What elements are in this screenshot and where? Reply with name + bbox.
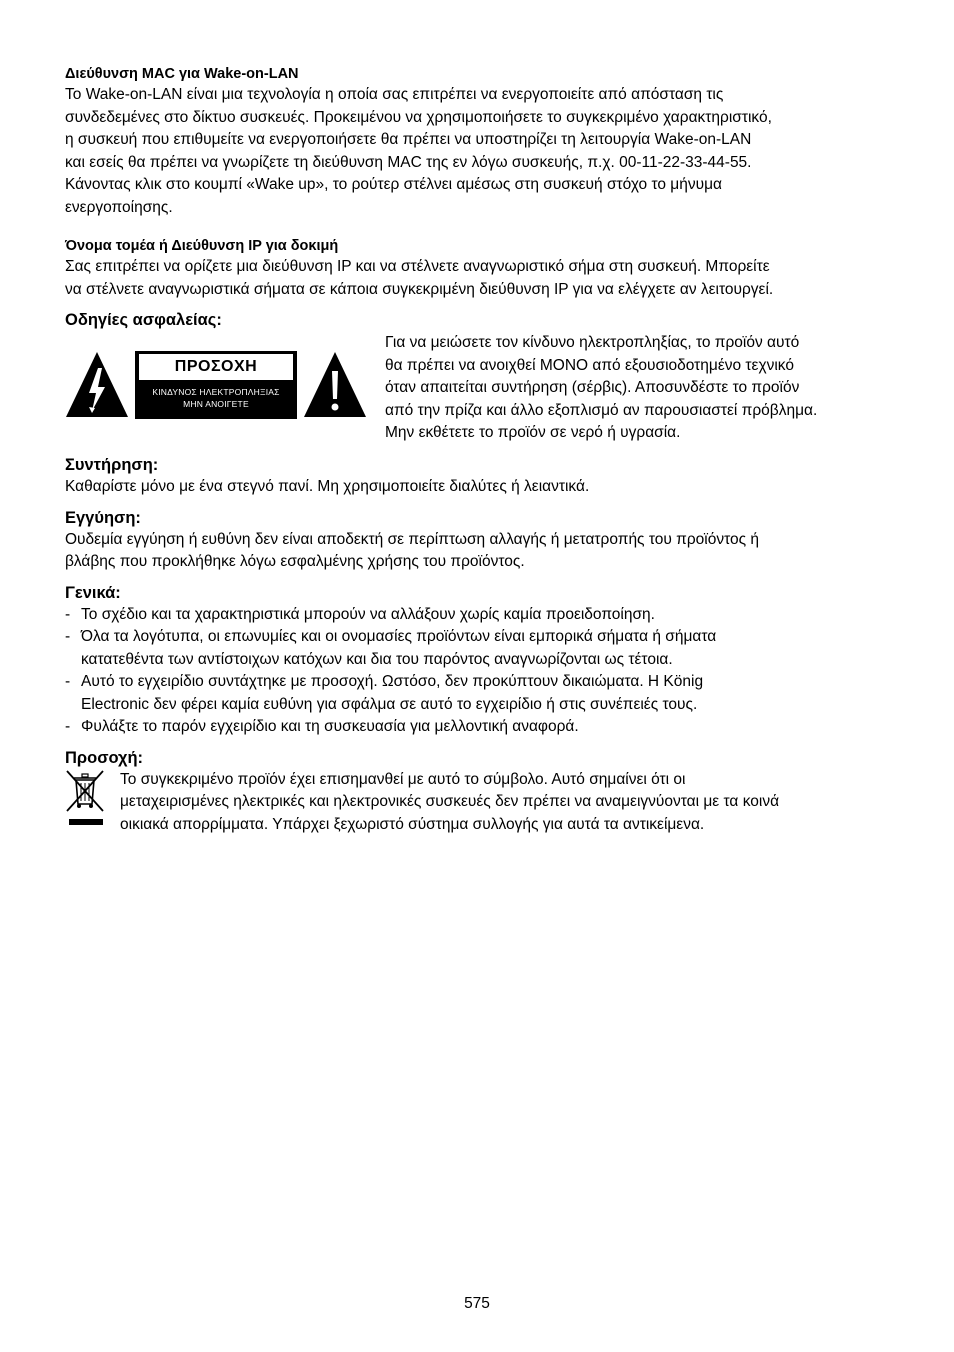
general-list (65, 604, 891, 739)
general-section (65, 582, 891, 739)
caution-section (65, 747, 891, 835)
caution-line: Το συγκεκριμένο προϊόν έχει επισημανθεί με αυτό το σύμβολο. Αυτό σημαίνει ότι οι (120, 770, 686, 788)
list-bullet: - (65, 718, 71, 735)
warranty-section (65, 507, 891, 574)
list-bullet: - (65, 673, 71, 690)
warranty-heading: Εγγύηση: (65, 508, 141, 527)
list-item-line: Φυλάξτε το παρόν εγχειρίδιο και τη συσκευασία για μελλοντική αναφορά. (81, 718, 579, 735)
list-item (65, 604, 891, 627)
caution-line: μεταχειρισμένες ηλεκτρικές και ηλεκτρονικές συσκευές δεν πρέπει να αναμειγνύονται με τα κοινά (120, 793, 780, 810)
ping-section (65, 236, 891, 301)
mac-heading: Διεύθυνση MAC για Wake-on-LAN (65, 66, 299, 82)
maintenance-heading: Συντήρηση: (65, 456, 159, 474)
list-item-line: Το σχέδιο και τα χαρακτηριστικά μπορούν να αλλάξουν χωρίς καμία προειδοποίηση. (81, 605, 655, 623)
weee-bin-icon (65, 769, 105, 829)
safety-line: Μην εκθέτετε το προϊόν σε νερό ή υγρασία. (385, 424, 681, 441)
mac-section (65, 64, 891, 219)
maintenance-section (65, 454, 891, 499)
list-item (65, 626, 891, 671)
caution-line: οικιακά απορρίμματα. Υπάρχει ξεχωριστό σύστημα συλλογής για αυτά τα αντικείμενα. (120, 815, 705, 833)
general-heading: Γενικά: (65, 583, 121, 602)
caution-label-line: ΜΗΝ ΑΝΟΙΓΕΤΕ (183, 399, 249, 409)
page-number: 575 (464, 1295, 490, 1312)
safety-symbols (65, 351, 367, 419)
safety-line: από την πρίζα και άλλο εξοπλισμό αν παρουσιαστεί πρόβλημα. (385, 401, 818, 419)
safety-line: Για να μειώσετε τον κίνδυνο ηλεκτροπληξίας, το προϊόν αυτό (385, 334, 800, 351)
ping-line: να στέλνετε αναγνωριστικά σήματα σε κάποια συγκεκριμένη διεύθυνση IP για να ελέγχετε αν λειτουργεί. (65, 280, 774, 298)
mac-line: Το Wake-on-LAN είναι μια τεχνολογία η οποία σας επιτρέπει να ενεργοποιείτε από απόσταση τις (65, 86, 724, 103)
mac-line: Κάνοντας κλικ στο κουμπί «Wake up», το ρούτερ στέλνει αμέσως στη συσκευή στόχο το μήνυμα (65, 176, 722, 193)
safety-heading: Οδηγίες ασφαλείας: (65, 311, 222, 329)
caution-label-title: ΠΡΟΣΟΧΗ (139, 354, 293, 380)
mac-line: και εσείς θα πρέπει να γνωρίζετε τη διεύθυνση MAC της εν λόγω συσκευής, π.χ. 00-11-22-33-44-55. (65, 153, 752, 171)
manual-page (65, 64, 891, 835)
safety-line: θα πρέπει να ανοιχθεί ΜΟΝΟ από εξουσιοδοτημένο τεχνικό (385, 356, 794, 374)
caution-label-line: ΚΙΝΔΥΝΟΣ ΗΛΕΚΤΡΟΠΛΗΞΙΑΣ (152, 387, 280, 397)
mac-line: ενεργοποίησης. (65, 198, 173, 216)
list-bullet: - (65, 605, 71, 623)
warranty-line: Ουδεμία εγγύηση ή ευθύνη δεν είναι αποδεκτή σε περίπτωση αλλαγής ή μετατροπής του προϊόντος ή (65, 530, 760, 548)
caution-heading: Προσοχή: (65, 748, 144, 767)
list-item-line: Electronic δεν φέρει καμία ευθύνη για σφάλμα σε αυτό το εγχειρίδιο ή στις συνέπειές τους. (81, 695, 698, 713)
caution-text (120, 769, 891, 837)
ping-heading: Όνομα τομέα ή Διεύθυνση IP για δοκιμή (65, 238, 339, 254)
list-bullet: - (65, 628, 71, 645)
safety-line: όταν απαιτείται συντήρηση (σέρβις). Αποσυνδέστε το προϊόν (385, 379, 800, 396)
electric-shock-warning-icon (65, 351, 129, 418)
mac-line: η συσκευή που επιθυμείτε να ενεργοποιήσετε θα πρέπει να υποστηρίζει τη λειτουργία Wake-on-LAN (65, 131, 752, 148)
caution-label-text (136, 386, 296, 410)
warranty-line: βλάβης που προκλήθηκε λόγω εσφαλμένης χρήσης του προϊόντος. (65, 553, 525, 570)
exclamation-warning-icon (303, 351, 367, 418)
safety-section (65, 309, 891, 444)
list-item-line: κατατεθέντα των αντίστοιχων κατόχων και δια του παρόντος αναγνωρίζονται ως τέτοια. (81, 650, 673, 668)
ping-line: Σας επιτρέπει να ορίζετε μια διεύθυνση IP και να στέλνετε αναγνωριστικό σήμα στη συσκευή. Μπορείτε (65, 258, 770, 275)
safety-text (385, 332, 891, 445)
list-item (65, 671, 891, 716)
caution-label (135, 351, 297, 419)
list-item-line: Όλα τα λογότυπα, οι επωνυμίες και οι ονομασίες προϊόντων είναι εμπορικά σήματα ή σήματα (81, 628, 717, 645)
list-item-line: Αυτό το εγχειρίδιο συντάχτηκε με προσοχή. Ωστόσο, δεν προκύπτουν δικαιώματα. Η König (81, 673, 704, 690)
list-item (65, 716, 891, 739)
mac-line: συνδεδεμένες στο δίκτυο συσκευές. Προκειμένου να χρησιμοποιήσετε το συγκεκριμένο χαρακτηριστικό, (65, 108, 772, 126)
maintenance-text: Καθαρίστε μόνο με ένα στεγνό πανί. Μη χρησιμοποιείτε διαλύτες ή λειαντικά. (65, 478, 590, 495)
